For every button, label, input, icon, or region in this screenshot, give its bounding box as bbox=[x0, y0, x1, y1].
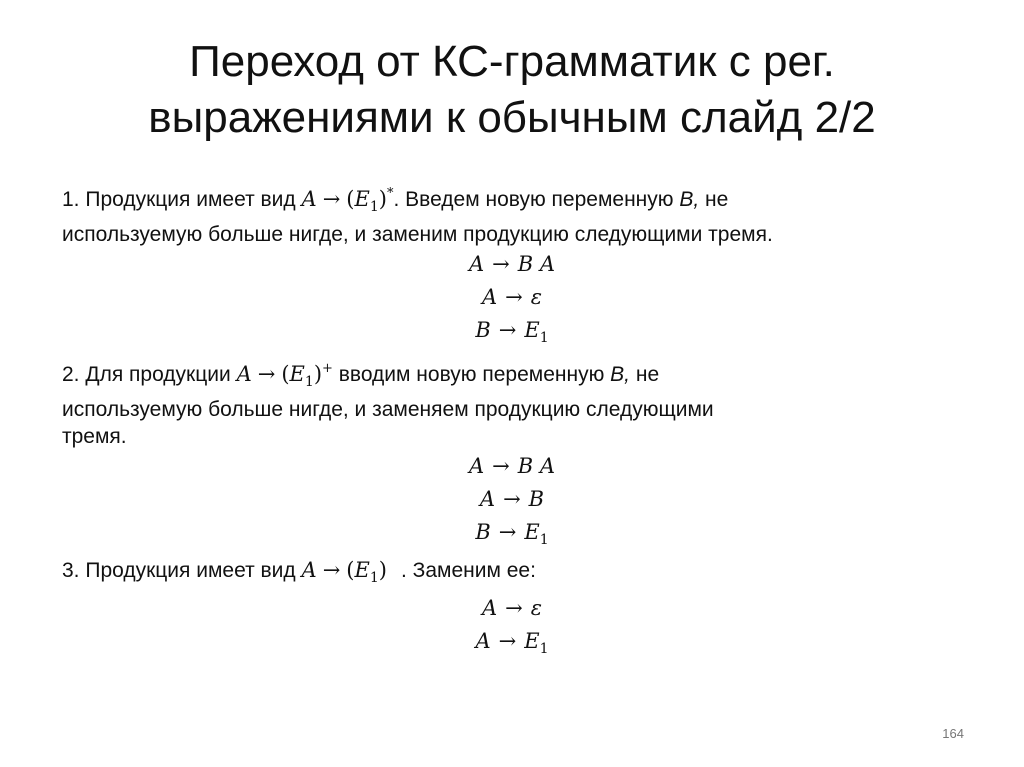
item-2-line-2: используемую больше нигде, и заменяем продукцию следующими bbox=[62, 398, 714, 421]
arrow-symbol: → bbox=[322, 558, 341, 582]
formula-E: E bbox=[354, 187, 370, 211]
equation-row bbox=[62, 281, 962, 314]
formula-subscript: 1 bbox=[304, 374, 314, 390]
item-2-formula bbox=[236, 361, 333, 390]
equation-row bbox=[62, 248, 962, 281]
formula-E: E bbox=[289, 362, 305, 386]
item-1-text-end: не bbox=[699, 188, 729, 211]
eq-rhs: E bbox=[524, 318, 540, 342]
arrow-symbol: → bbox=[492, 454, 510, 478]
formula-paren-close: ) bbox=[378, 187, 387, 211]
eq-rhs: B A bbox=[517, 252, 556, 276]
eq-lhs: A bbox=[481, 596, 498, 620]
equation-row bbox=[62, 450, 962, 483]
eq-lhs: A bbox=[475, 629, 491, 653]
eq-lhs: B bbox=[475, 520, 491, 544]
arrow-symbol: → bbox=[498, 318, 517, 342]
item-1-variable: B, bbox=[679, 188, 700, 211]
formula-lhs: A bbox=[236, 362, 252, 386]
arrow-symbol: → bbox=[257, 362, 276, 386]
arrow-symbol: → bbox=[498, 629, 517, 653]
eq-lhs: A bbox=[479, 487, 496, 511]
eq-rhs: B bbox=[528, 487, 545, 511]
item-2-text: 2. Для продукции bbox=[62, 363, 237, 386]
equation-group-2 bbox=[62, 450, 962, 557]
formula-paren-close: ) bbox=[378, 558, 387, 582]
eq-rhs: E bbox=[524, 520, 540, 544]
arrow-symbol: → bbox=[492, 252, 510, 276]
eq-rhs: ε bbox=[530, 285, 543, 309]
arrow-symbol: → bbox=[505, 596, 523, 620]
equation-row bbox=[62, 592, 962, 625]
item-1 bbox=[62, 180, 962, 248]
eq-lhs: A bbox=[481, 285, 498, 309]
formula-subscript: 1 bbox=[369, 570, 379, 586]
formula-superscript: + bbox=[322, 361, 333, 376]
formula-paren-open: ( bbox=[281, 362, 290, 386]
formula-paren-open: ( bbox=[346, 558, 355, 582]
arrow-symbol: → bbox=[498, 520, 517, 544]
formula-E: E bbox=[354, 558, 370, 582]
item-2-text-end: не bbox=[630, 363, 660, 386]
item-2-line-3: тремя. bbox=[62, 425, 127, 448]
item-1-formula bbox=[301, 186, 394, 215]
eq-lhs: B bbox=[475, 318, 491, 342]
eq-lhs: A bbox=[468, 454, 485, 478]
eq-rhs: B A bbox=[517, 454, 556, 478]
equation-group-1 bbox=[62, 248, 962, 355]
item-3-text-after: . Заменим ее: bbox=[400, 559, 536, 582]
arrow-symbol: → bbox=[322, 187, 341, 211]
arrow-symbol: → bbox=[503, 487, 521, 511]
equation-row bbox=[62, 483, 962, 516]
slide-title-line-1: Переход от КС-грамматик с рег. bbox=[189, 37, 835, 86]
eq-subscript: 1 bbox=[539, 532, 549, 548]
item-2-variable: B, bbox=[610, 363, 631, 386]
equation-row bbox=[62, 625, 962, 666]
eq-lhs: A bbox=[468, 252, 485, 276]
page-number: 164 bbox=[942, 726, 964, 741]
slide-body bbox=[62, 180, 962, 666]
equation-row bbox=[62, 314, 962, 355]
arrow-symbol: → bbox=[505, 285, 523, 309]
item-3-text: 3. Продукция имеет вид bbox=[62, 559, 302, 582]
slide-title bbox=[40, 34, 984, 146]
item-1-line-2: используемую больше нигде, и заменим продукцию следующими тремя. bbox=[62, 223, 773, 246]
item-1-text-after: . Введем новую переменную bbox=[393, 188, 680, 211]
equation-group-3 bbox=[62, 592, 962, 666]
eq-subscript: 1 bbox=[539, 330, 549, 346]
item-2-text-after: вводим новую переменную bbox=[332, 363, 611, 386]
item-2 bbox=[62, 355, 962, 450]
eq-rhs: ε bbox=[530, 596, 543, 620]
formula-lhs: A bbox=[301, 187, 317, 211]
slide-title-line-2: выражениями к обычным слайд 2/2 bbox=[148, 93, 876, 142]
eq-subscript: 1 bbox=[539, 641, 549, 657]
formula-paren-open: ( bbox=[346, 187, 355, 211]
formula-paren-close: ) bbox=[313, 362, 323, 386]
item-1-text: 1. Продукция имеет вид bbox=[62, 188, 302, 211]
equation-row bbox=[62, 516, 962, 557]
item-3-formula bbox=[301, 558, 387, 586]
formula-superscript: * bbox=[386, 186, 394, 201]
item-3 bbox=[62, 557, 962, 592]
eq-rhs: E bbox=[524, 629, 540, 653]
formula-subscript: 1 bbox=[369, 199, 379, 215]
formula-lhs: A bbox=[301, 558, 317, 582]
